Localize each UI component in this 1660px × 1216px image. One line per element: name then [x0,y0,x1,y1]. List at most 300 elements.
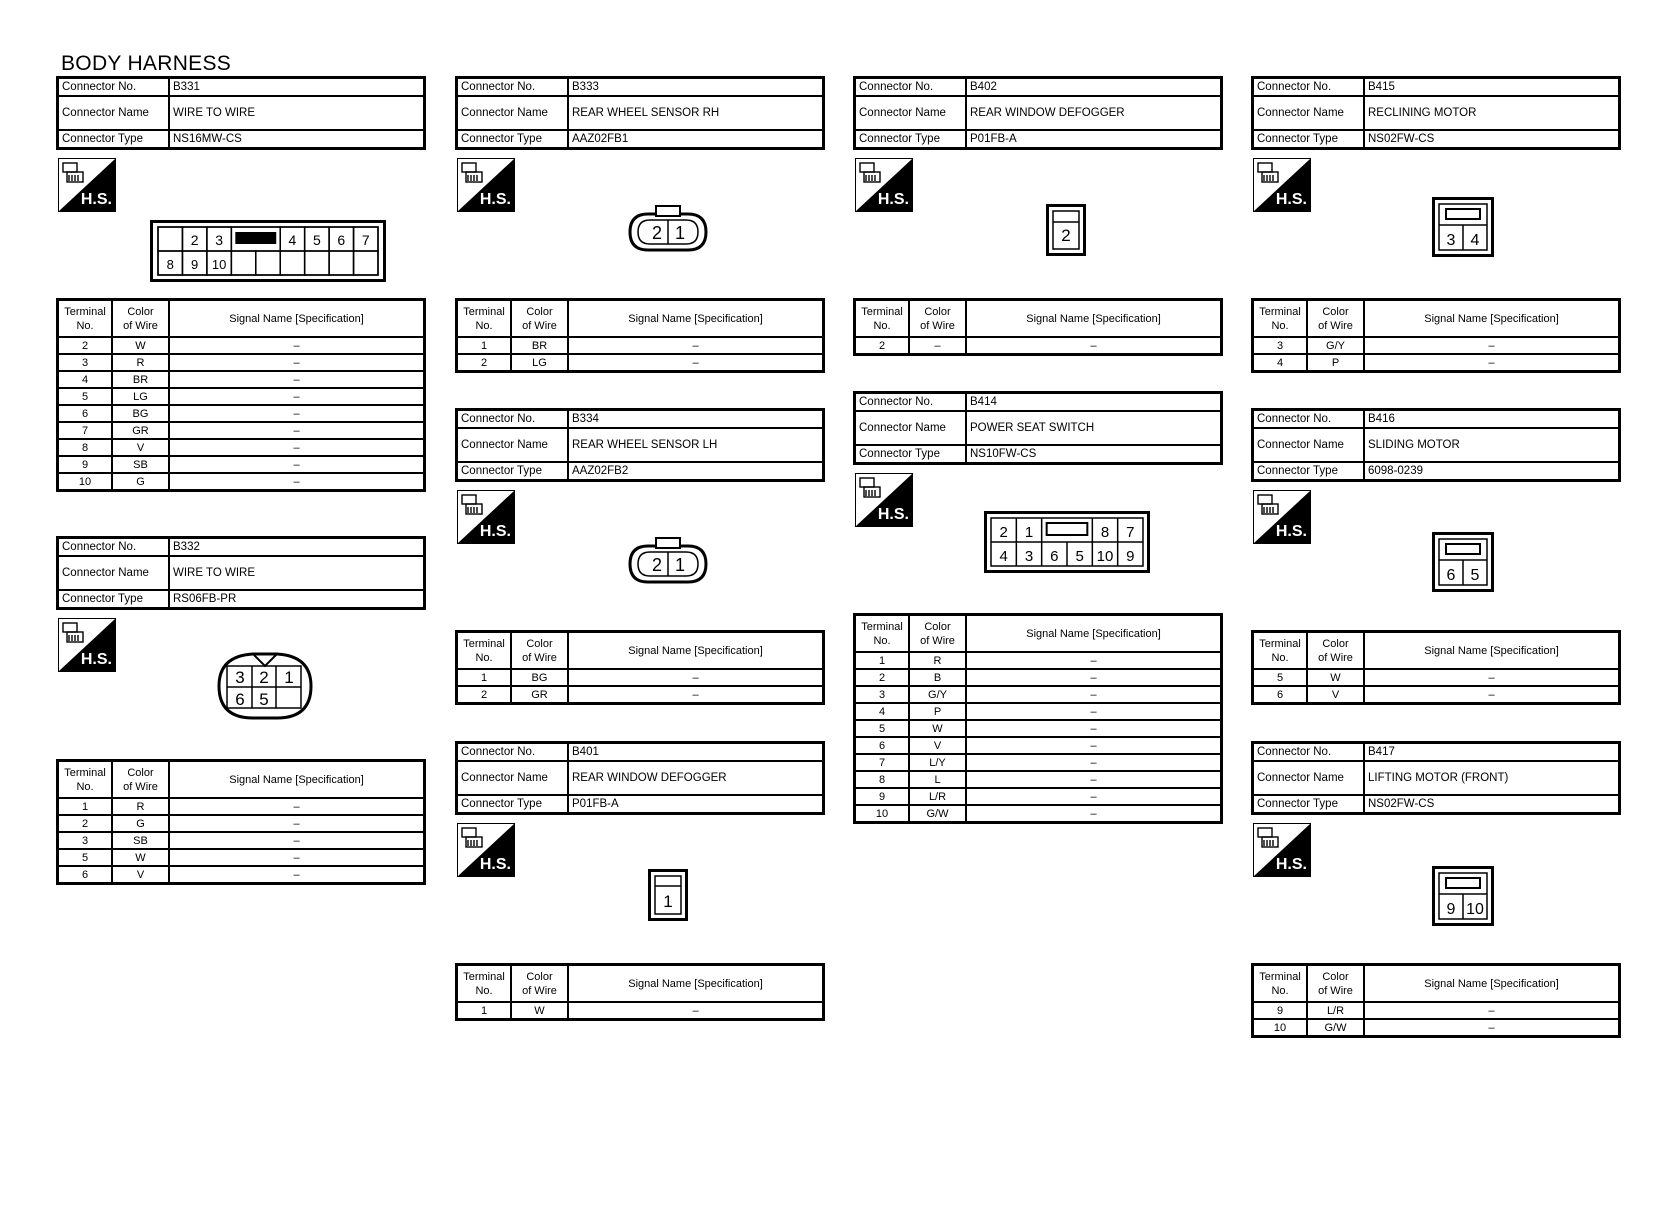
terminal-no-header: Terminal No. [457,632,512,670]
wire-color: W [909,720,966,737]
table-row [58,422,425,439]
table-row [855,686,1222,703]
connector-name-label: Connector Name [457,428,569,462]
signal-name: – [568,354,824,372]
connector-name-label: Connector Name [58,96,170,130]
svg-text:3: 3 [215,232,224,248]
wire-color: SB [112,832,169,849]
hs-label: H.S. [1275,191,1307,208]
terminal-no: 6 [58,405,113,422]
connector-type-label: Connector Type [457,130,569,149]
terminal-no: 5 [1253,669,1308,686]
page-title: BODY HARNESS [61,52,232,75]
terminal-no: 10 [1253,1019,1308,1037]
signal-name-header: Signal Name [Specification] [169,300,425,338]
connector-no-value: B332 [169,538,425,557]
signal-name: – [1364,354,1620,372]
terminal-no: 1 [58,798,113,815]
terminal-no-header: Terminal No. [58,300,113,338]
connector-info-b401 [455,741,825,815]
svg-text:5: 5 [1470,567,1480,584]
wire-color: GR [112,422,169,439]
signal-name: – [1364,337,1620,354]
terminal-no: 5 [58,388,113,405]
signal-name: – [966,686,1222,703]
connector-name-value: REAR WHEEL SENSOR LH [568,428,824,462]
terminal-no: 4 [855,703,910,720]
wire-color: G/Y [909,686,966,703]
signal-name: – [966,652,1222,669]
connector-type-value: P01FB-A [966,130,1222,149]
signal-name: – [169,371,425,388]
table-row [855,337,1222,355]
terminal-no: 7 [58,422,113,439]
signal-name: – [1364,1002,1620,1019]
connector-type-value: P01FB-A [568,795,824,814]
connector-info-b331 [56,76,426,150]
wire-color: B [909,669,966,686]
table-row [1253,354,1620,372]
signal-name: – [568,1002,824,1020]
table-row [58,337,425,354]
signal-name: – [169,388,425,405]
wire-color: G/Y [1307,337,1364,354]
table-row [457,669,824,686]
wire-color: BR [112,371,169,388]
svg-text:3: 3 [1024,548,1034,565]
terminal-no: 10 [855,805,910,823]
terminal-no: 6 [1253,686,1308,704]
hs-label: H.S. [479,523,511,540]
table-row [855,669,1222,686]
terminal-no: 1 [855,652,910,669]
table-row [58,473,425,491]
svg-text:1: 1 [663,892,673,911]
svg-text:10: 10 [1096,548,1114,565]
wire-color: V [1307,686,1364,704]
svg-text:5: 5 [259,690,269,709]
connector-face-b331 [150,220,386,282]
svg-text:4: 4 [999,548,1008,565]
wire-color: G [112,473,169,491]
connector-info-b402 [853,76,1223,150]
connector-name-value: REAR WHEEL SENSOR RH [568,96,824,130]
connector-no-label: Connector No. [58,78,170,97]
connector-no-value: B417 [1364,743,1620,762]
connector-no-value: B414 [966,393,1222,412]
harness-side-icon [1253,158,1311,212]
wire-color: LG [511,354,568,372]
harness-side-icon [457,823,515,877]
terminal-no: 2 [855,669,910,686]
table-row [457,354,824,372]
signal-name: – [169,849,425,866]
connector-face-b402 [1046,204,1086,256]
terminal-no-header: Terminal No. [855,300,910,338]
terminal-no: 3 [58,354,113,371]
connector-info-b414 [853,391,1223,465]
svg-text:7: 7 [1126,524,1135,541]
signal-name: – [1364,686,1620,704]
connector-name-label: Connector Name [1253,428,1365,462]
signal-name: – [966,737,1222,754]
table-row [58,371,425,388]
terminal-no: 4 [1253,354,1308,372]
connector-type-value: NS10FW-CS [966,445,1222,464]
table-row [58,832,425,849]
table-row [855,788,1222,805]
terminal-table-b401 [455,963,825,1021]
wire-color: L [909,771,966,788]
harness-side-icon [1253,823,1311,877]
terminal-table-b417 [1251,963,1621,1038]
table-row [855,771,1222,788]
signal-name: – [169,354,425,371]
wire-color: P [909,703,966,720]
terminal-no: 6 [855,737,910,754]
connector-no-value: B415 [1364,78,1620,97]
table-row [58,388,425,405]
terminal-no-header: Terminal No. [1253,300,1308,338]
table-row [58,405,425,422]
table-row [1253,1002,1620,1019]
connector-name-value: LIFTING MOTOR (FRONT) [1364,761,1620,795]
connector-type-value: NS02FW-CS [1364,130,1620,149]
connector-type-label: Connector Type [457,795,569,814]
connector-name-label: Connector Name [855,96,967,130]
connector-no-label: Connector No. [457,743,569,762]
harness-side-icon [855,158,913,212]
connector-type-value: 6098-0239 [1364,462,1620,481]
signal-name: – [966,771,1222,788]
terminal-no: 5 [855,720,910,737]
svg-text:9: 9 [1126,548,1135,565]
terminal-no: 2 [855,337,910,355]
hs-label: H.S. [877,191,909,208]
connector-info-b334 [455,408,825,482]
table-row [855,754,1222,771]
signal-name: – [169,422,425,439]
svg-text:2: 2 [259,668,269,687]
svg-text:10: 10 [211,257,227,272]
signal-name: – [169,337,425,354]
svg-text:1: 1 [674,555,686,575]
table-row [1253,1019,1620,1037]
connector-name-label: Connector Name [1253,96,1365,130]
connector-no-label: Connector No. [855,393,967,412]
svg-text:9: 9 [191,257,199,272]
terminal-no: 9 [1253,1002,1308,1019]
terminal-table-b416 [1251,630,1621,705]
wire-color: V [112,866,169,884]
svg-text:9: 9 [1446,901,1456,918]
terminal-table-b331 [56,298,426,492]
terminal-table-b332 [56,759,426,885]
terminal-table-b414 [853,613,1223,824]
signal-name: – [966,754,1222,771]
connector-no-label: Connector No. [855,78,967,97]
connector-no-value: B333 [568,78,824,97]
color-of-wire-header: Color of Wire [1307,300,1364,338]
signal-name: – [1364,1019,1620,1037]
svg-text:2: 2 [999,524,1008,541]
terminal-no-header: Terminal No. [58,761,113,799]
terminal-no: 9 [58,456,113,473]
connector-name-label: Connector Name [58,556,170,590]
terminal-table-b402 [853,298,1223,356]
connector-type-value: AAZ02FB2 [568,462,824,481]
table-row [855,703,1222,720]
signal-name: – [169,405,425,422]
connector-type-value: AAZ02FB1 [568,130,824,149]
wire-color: V [909,737,966,754]
signal-name: – [966,788,1222,805]
signal-name: – [169,473,425,491]
signal-name-header: Signal Name [Specification] [568,632,824,670]
signal-name-header: Signal Name [Specification] [169,761,425,799]
color-of-wire-header: Color of Wire [112,761,169,799]
table-row [457,337,824,354]
svg-text:3: 3 [235,668,245,687]
harness-side-icon [457,158,515,212]
table-row [855,652,1222,669]
wire-color: BG [112,405,169,422]
hs-label: H.S. [1275,523,1307,540]
terminal-no: 3 [58,832,113,849]
table-row [58,798,425,815]
table-row [1253,337,1620,354]
wire-color: G/W [1307,1019,1364,1037]
table-row [457,686,824,704]
connector-type-value: NS16MW-CS [169,130,425,149]
terminal-no: 3 [855,686,910,703]
signal-name: – [169,815,425,832]
connector-no-value: B401 [568,743,824,762]
wire-color: G [112,815,169,832]
connector-type-label: Connector Type [1253,130,1365,149]
hs-label: H.S. [877,506,909,523]
connector-face-b332 [215,650,315,722]
table-row [58,439,425,456]
table-row [457,1002,824,1020]
connector-name-label: Connector Name [855,411,967,445]
terminal-no: 1 [457,337,512,354]
wire-color: P [1307,354,1364,372]
terminal-no: 4 [58,371,113,388]
connector-name-label: Connector Name [457,96,569,130]
connector-info-b416 [1251,408,1621,482]
table-row [58,815,425,832]
connector-name-label: Connector Name [1253,761,1365,795]
connector-no-label: Connector No. [457,78,569,97]
terminal-table-b334 [455,630,825,705]
svg-text:6: 6 [235,690,245,709]
terminal-no: 3 [1253,337,1308,354]
connector-type-label: Connector Type [58,590,170,609]
signal-name: – [169,439,425,456]
color-of-wire-header: Color of Wire [511,965,568,1003]
terminal-no-header: Terminal No. [855,615,910,653]
table-row [58,354,425,371]
terminal-table-b333 [455,298,825,373]
connector-no-label: Connector No. [457,410,569,429]
terminal-no: 6 [58,866,113,884]
connector-name-value: WIRE TO WIRE [169,96,425,130]
signal-name: – [169,866,425,884]
signal-name: – [966,337,1222,355]
wire-color: L/Y [909,754,966,771]
table-row [1253,669,1620,686]
wire-color: W [112,337,169,354]
color-of-wire-header: Color of Wire [909,300,966,338]
signal-name: – [966,703,1222,720]
harness-side-icon [855,473,913,527]
terminal-no: 2 [58,815,113,832]
svg-text:6: 6 [1050,548,1059,565]
svg-text:4: 4 [288,232,297,248]
svg-text:1: 1 [674,223,686,243]
terminal-no: 2 [58,337,113,354]
svg-text:1: 1 [1024,524,1034,541]
table-row [58,456,425,473]
signal-name-header: Signal Name [Specification] [1364,300,1620,338]
terminal-no-header: Terminal No. [457,965,512,1003]
connector-name-value: RECLINING MOTOR [1364,96,1620,130]
wire-color: GR [511,686,568,704]
terminal-no: 10 [58,473,113,491]
connector-type-label: Connector Type [855,130,967,149]
connector-type-label: Connector Type [58,130,170,149]
connector-no-label: Connector No. [58,538,170,557]
connector-type-label: Connector Type [457,462,569,481]
connector-no-value: B334 [568,410,824,429]
table-row [855,737,1222,754]
signal-name: – [966,720,1222,737]
signal-name-header: Signal Name [Specification] [966,615,1222,653]
signal-name: – [568,669,824,686]
harness-side-icon [457,490,515,544]
wire-color: G/W [909,805,966,823]
wire-color: – [909,337,966,355]
wire-color: BR [511,337,568,354]
connector-no-label: Connector No. [1253,743,1365,762]
svg-text:3: 3 [1446,232,1456,249]
signal-name-header: Signal Name [Specification] [1364,632,1620,670]
signal-name: – [169,798,425,815]
terminal-no: 5 [58,849,113,866]
signal-name-header: Signal Name [Specification] [966,300,1222,338]
color-of-wire-header: Color of Wire [1307,632,1364,670]
signal-name: – [568,686,824,704]
terminal-no: 8 [855,771,910,788]
terminal-no-header: Terminal No. [1253,632,1308,670]
svg-text:8: 8 [1100,524,1110,541]
connector-name-value: REAR WINDOW DEFOGGER [568,761,824,795]
terminal-no: 9 [855,788,910,805]
terminal-no: 7 [855,754,910,771]
connector-name-label: Connector Name [457,761,569,795]
svg-text:4: 4 [1470,232,1480,249]
connector-info-b333 [455,76,825,150]
svg-text:1: 1 [284,668,294,687]
wire-color: R [909,652,966,669]
color-of-wire-header: Color of Wire [511,632,568,670]
connector-face-b417 [1432,866,1494,926]
connector-type-label: Connector Type [1253,462,1365,481]
signal-name: – [1364,669,1620,686]
terminal-no: 8 [58,439,113,456]
wire-color: L/R [1307,1002,1364,1019]
connector-type-value: NS02FW-CS [1364,795,1620,814]
table-row [58,866,425,884]
svg-text:7: 7 [361,232,370,248]
connector-type-value: RS06FB-PR [169,590,425,609]
wire-color: R [112,354,169,371]
svg-text:6: 6 [1446,567,1456,584]
connector-type-label: Connector Type [1253,795,1365,814]
svg-text:5: 5 [1075,548,1084,565]
connector-info-b417 [1251,741,1621,815]
wire-color: R [112,798,169,815]
terminal-no: 1 [457,1002,512,1020]
hs-label: H.S. [479,191,511,208]
connector-no-label: Connector No. [1253,410,1365,429]
table-row [58,849,425,866]
signal-name-header: Signal Name [Specification] [568,965,824,1003]
signal-name: – [568,337,824,354]
connector-face-b415 [1432,197,1494,257]
signal-name-header: Signal Name [Specification] [1364,965,1620,1003]
connector-info-b415 [1251,76,1621,150]
connector-face-b414 [984,511,1150,573]
svg-text:2: 2 [1061,226,1071,245]
connector-no-label: Connector No. [1253,78,1365,97]
color-of-wire-header: Color of Wire [1307,965,1364,1003]
connector-face-b333 [628,204,708,252]
signal-name: – [169,832,425,849]
terminal-table-b415 [1251,298,1621,373]
connector-no-value: B416 [1364,410,1620,429]
connector-no-value: B331 [169,78,425,97]
connector-type-label: Connector Type [855,445,967,464]
terminal-no-header: Terminal No. [1253,965,1308,1003]
hs-label: H.S. [80,191,112,208]
svg-text:8: 8 [166,257,174,272]
signal-name: – [966,805,1222,823]
svg-text:2: 2 [651,555,663,575]
wire-color: SB [112,456,169,473]
harness-side-icon [1253,490,1311,544]
color-of-wire-header: Color of Wire [112,300,169,338]
connector-face-b416 [1432,532,1494,592]
terminal-no-header: Terminal No. [457,300,512,338]
wire-color: W [511,1002,568,1020]
hs-label: H.S. [1275,856,1307,873]
terminal-no: 2 [457,686,512,704]
terminal-no: 1 [457,669,512,686]
table-row [1253,686,1620,704]
wire-color: LG [112,388,169,405]
hs-label: H.S. [80,651,112,668]
connector-no-value: B402 [966,78,1222,97]
connector-info-b332 [56,536,426,610]
svg-text:5: 5 [312,232,321,248]
connector-name-value: SLIDING MOTOR [1364,428,1620,462]
color-of-wire-header: Color of Wire [909,615,966,653]
wire-color: BG [511,669,568,686]
hs-label: H.S. [479,856,511,873]
table-row [855,720,1222,737]
